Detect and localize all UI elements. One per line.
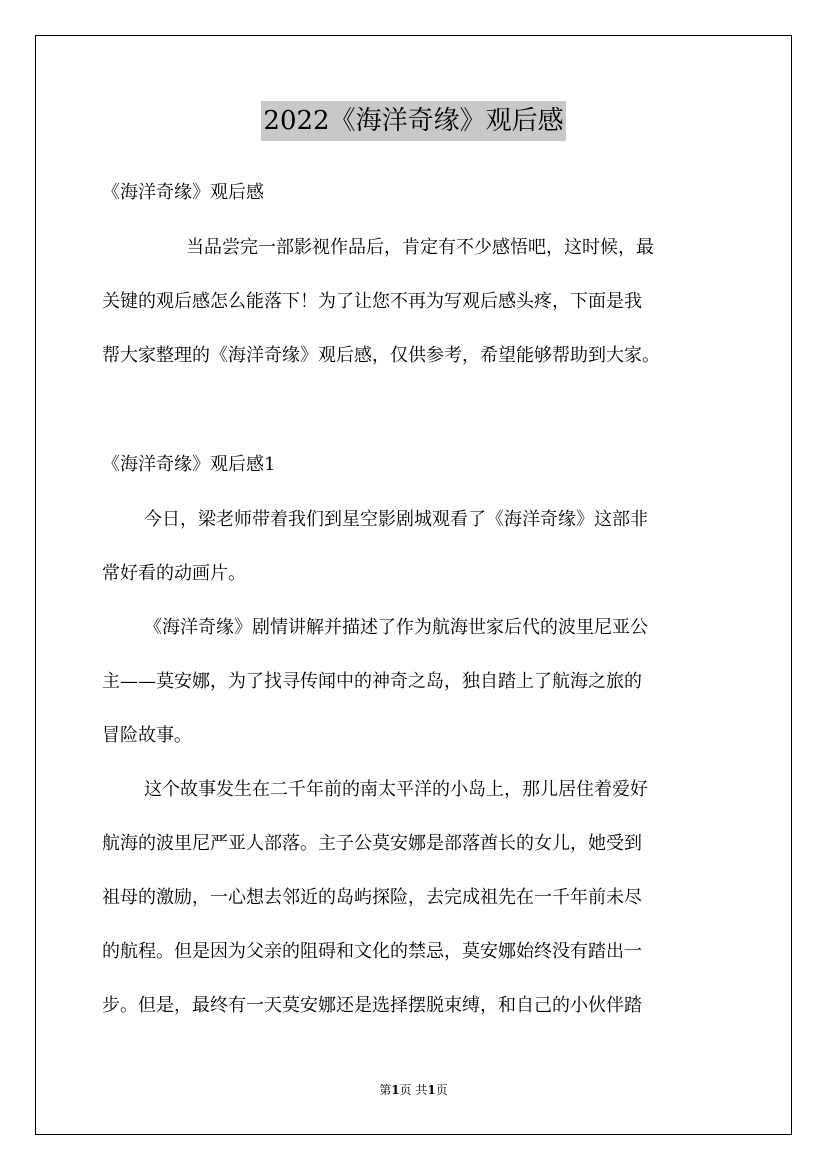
body-line: 今日，梁老师带着我们到星空影剧城观看了《海洋奇缘》这部非	[144, 509, 648, 530]
intro-line: 关键的观后感怎么能落下！为了让您不再为写观后感头疼，下面是我	[102, 291, 642, 312]
body-line: 祖母的激励，一心想去邻近的岛屿探险，去完成祖先在一千年前未尽	[102, 887, 642, 908]
document-title-wrap	[0, 101, 827, 141]
document-title: 2022《海洋奇缘》观后感	[261, 101, 565, 141]
footer-suffix: 页	[435, 1083, 448, 1097]
section-heading: 《海洋奇缘》观后感1	[102, 454, 276, 475]
body-line: 航海的波里尼严亚人部落。主子公莫安娜是部落酋长的女儿，她受到	[102, 833, 642, 854]
intro-line: 帮大家整理的《海洋奇缘》观后感，仅供参考，希望能够帮助到大家。	[102, 345, 660, 366]
footer-total: 1	[427, 1083, 436, 1097]
footer-prefix: 第	[379, 1083, 392, 1097]
body-line: 冒险故事。	[102, 725, 192, 746]
page-footer	[0, 1082, 827, 1098]
footer-mid: 页 共	[399, 1083, 428, 1097]
footer-page-num: 1	[391, 1083, 400, 1097]
intro-line: 当品尝完一部影视作品后，肯定有不少感悟吧，这时候，最	[186, 237, 654, 258]
subtitle: 《海洋奇缘》观后感	[102, 182, 264, 203]
body-line: 的航程。但是因为父亲的阻碍和文化的禁忌，莫安娜始终没有踏出一	[102, 941, 642, 962]
body-line: 主——莫安娜，为了找寻传闻中的神奇之岛，独自踏上了航海之旅的	[102, 671, 642, 692]
body-line: 常好看的动画片。	[102, 563, 246, 584]
body-line: 《海洋奇缘》剧情讲解并描述了作为航海世家后代的波里尼亚公	[144, 617, 648, 638]
body-line: 步。但是，最终有一天莫安娜还是选择摆脱束缚，和自己的小伙伴踏	[102, 995, 642, 1016]
body-line: 这个故事发生在二千年前的南太平洋的小岛上，那儿居住着爱好	[144, 779, 648, 800]
